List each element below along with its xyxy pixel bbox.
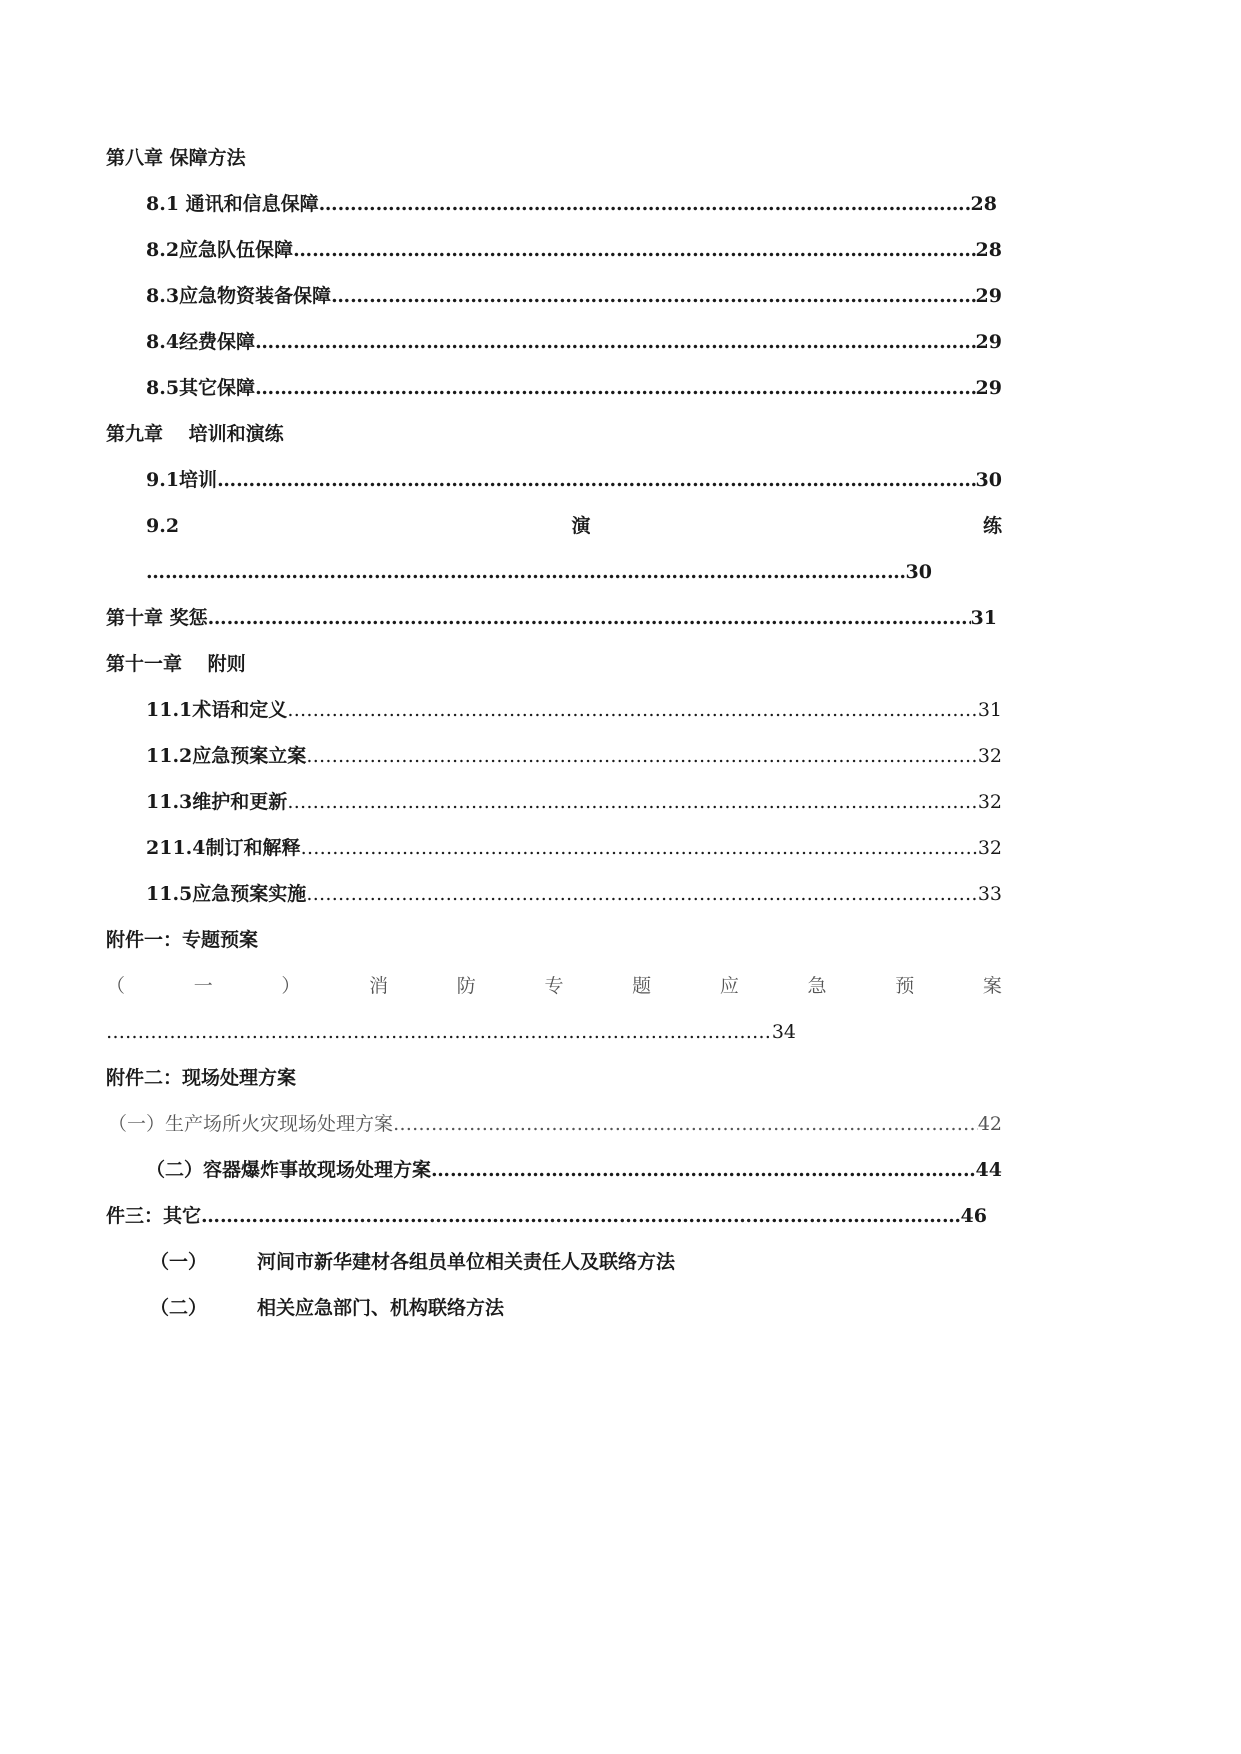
toc-page: 29 [975, 331, 1002, 353]
toc-page: 44 [975, 1159, 1002, 1181]
toc-char: （ [106, 975, 126, 997]
toc-label: 8.2应急队伍保障 [146, 239, 294, 261]
toc-label: 11.3维护和更新 [146, 791, 288, 813]
sub-item-number: （一） [150, 1251, 208, 1273]
leader-dots [255, 373, 975, 403]
toc-entry-8-1[interactable] [146, 189, 997, 219]
toc-label: 11.2应急预案立案 [146, 745, 307, 767]
leader-dots [255, 327, 975, 357]
toc-char: 专 [544, 975, 564, 997]
toc-page: 46 [960, 1205, 987, 1227]
toc-label: 8.1 通讯和信息保障 [146, 193, 319, 215]
leader-dots [293, 235, 975, 265]
toc-entry-8-4[interactable] [146, 327, 1002, 357]
toc-label: 8.5其它保障 [146, 377, 256, 399]
toc-label: 211.4制订和解释 [146, 837, 301, 859]
toc-label: 11.5应急预案实施 [146, 883, 307, 905]
toc-page: 28 [970, 193, 997, 215]
toc-char: 预 [895, 975, 915, 997]
sub-item-text: 河间市新华建材各组员单位相关责任人及联络方法 [257, 1251, 676, 1273]
toc-page: 32 [977, 791, 1002, 813]
toc-entry-annex-3[interactable] [106, 1201, 987, 1231]
annex-3-sub-item-1[interactable] [150, 1247, 675, 1277]
sub-item-text: 相关应急部门、机构联络方法 [257, 1297, 505, 1319]
leader-dots [287, 695, 978, 725]
sub-item-number: （二） [150, 1297, 208, 1319]
toc-number: 9.2 [146, 515, 180, 537]
leader-dots [217, 465, 975, 495]
toc-entry-annex-2-2[interactable] [146, 1155, 1002, 1185]
toc-entry-11-1[interactable] [146, 695, 1002, 725]
leader-dots [146, 557, 906, 587]
toc-entry-annex-1-fire[interactable] [106, 971, 1002, 1001]
leader-dots [201, 1201, 961, 1231]
toc-char: 防 [456, 975, 476, 997]
toc-page: 42 [977, 1113, 1002, 1135]
toc-char: 演 [571, 515, 591, 537]
leader-dots [306, 741, 978, 771]
leader-dots [331, 281, 975, 311]
toc-entry-11-5[interactable] [146, 879, 1002, 909]
toc-page: 32 [977, 745, 1002, 767]
toc-entry-11-2[interactable] [146, 741, 1002, 771]
toc-char: 急 [807, 975, 827, 997]
toc-entry-9-1[interactable] [146, 465, 1002, 495]
toc-entry-9-2[interactable] [146, 511, 1002, 541]
leader-dots [106, 1017, 772, 1047]
toc-entry-11-4[interactable] [146, 833, 1002, 863]
annex-3-sub-item-2[interactable] [150, 1293, 504, 1323]
toc-entry-annex-1-fire-continued[interactable] [106, 1017, 796, 1047]
toc-page: 29 [975, 377, 1002, 399]
leader-dots [393, 1109, 978, 1139]
toc-char: ） [281, 975, 301, 997]
annex-2-heading: 附件二：现场处理方案 [106, 1067, 297, 1089]
toc-page: 33 [977, 883, 1002, 905]
toc-label: 件三：其它 [106, 1205, 202, 1227]
annex-1-heading: 附件一：专题预案 [106, 929, 259, 951]
leader-dots [208, 603, 971, 633]
leader-dots [431, 1155, 976, 1185]
toc-char: 案 [982, 975, 1002, 997]
leader-dots [306, 879, 978, 909]
toc-page: 30 [905, 561, 932, 583]
toc-page: 28 [975, 239, 1002, 261]
leader-dots [301, 833, 978, 863]
toc-label: 9.1培训 [146, 469, 218, 491]
toc-char: 消 [369, 975, 389, 997]
leader-dots [287, 787, 978, 817]
toc-entry-9-2-continued[interactable] [146, 557, 932, 587]
toc-entry-11-3[interactable] [146, 787, 1002, 817]
toc-page: 31 [977, 699, 1002, 721]
toc-label: （二）容器爆炸事故现场处理方案 [146, 1159, 432, 1181]
toc-page: 34 [771, 1021, 796, 1043]
chapter-8-heading: 第八章 保障方法 [106, 147, 246, 169]
toc-page: 31 [970, 607, 997, 629]
toc-entry-8-3[interactable] [146, 281, 1002, 311]
toc-page: 32 [977, 837, 1002, 859]
toc-label: 8.3应急物资装备保障 [146, 285, 332, 307]
toc-entry-annex-2-1[interactable] [108, 1109, 1002, 1139]
toc-label: 8.4经费保障 [146, 331, 256, 353]
toc-char: 题 [632, 975, 652, 997]
chapter-11-heading: 第十一章 附则 [106, 653, 246, 675]
toc-entry-8-2[interactable] [146, 235, 1002, 265]
toc-char: 一 [193, 975, 213, 997]
toc-char: 应 [719, 975, 739, 997]
toc-char: 练 [982, 515, 1002, 537]
toc-label: （一）生产场所火灾现场处理方案 [108, 1113, 394, 1135]
toc-entry-chapter-10[interactable] [106, 603, 997, 633]
toc-page: 29 [975, 285, 1002, 307]
leader-dots [319, 189, 971, 219]
toc-label: 11.1术语和定义 [146, 699, 288, 721]
chapter-9-heading: 第九章 培训和演练 [106, 423, 284, 445]
toc-label: 第十章 奖惩 [106, 607, 208, 629]
toc-entry-8-5[interactable] [146, 373, 1002, 403]
toc-page: 30 [975, 469, 1002, 491]
